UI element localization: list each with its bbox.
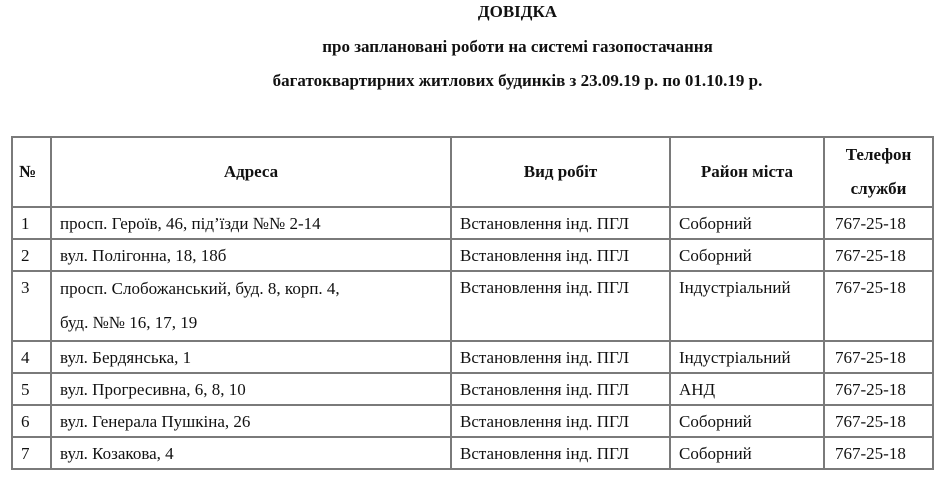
table-header-row xyxy=(12,137,933,207)
cell-work-type: Встановлення інд. ПГЛ xyxy=(451,271,670,341)
table-row xyxy=(12,341,933,373)
header-num: № xyxy=(12,137,51,207)
cell-address xyxy=(51,271,451,341)
cell-num: 5 xyxy=(12,373,51,405)
cell-phone: 767-25-18 xyxy=(824,341,933,373)
cell-work-type: Встановлення інд. ПГЛ xyxy=(451,437,670,469)
cell-work-type: Встановлення інд. ПГЛ xyxy=(451,207,670,239)
document-subtitle-line2: багатоквартирних житлових будинків з 23.09.19 р. по 01.10.19 р. xyxy=(272,71,763,90)
header-work-type: Вид робіт xyxy=(451,137,670,207)
table-row xyxy=(12,239,933,271)
cell-district: Соборний xyxy=(670,239,824,271)
cell-district: Соборний xyxy=(670,437,824,469)
cell-address-line1: просп. Слобожанський, буд. 8, корп. 4, xyxy=(60,279,340,298)
cell-num: 2 xyxy=(12,239,51,271)
cell-address: вул. Бердянська, 1 xyxy=(51,341,451,373)
cell-num: 4 xyxy=(12,341,51,373)
cell-num: 7 xyxy=(12,437,51,469)
cell-address: просп. Героїв, 46, під’їзди №№ 2-14 xyxy=(51,207,451,239)
cell-num: 6 xyxy=(12,405,51,437)
header-district: Район міста xyxy=(670,137,824,207)
cell-district: АНД xyxy=(670,373,824,405)
cell-work-type: Встановлення інд. ПГЛ xyxy=(451,405,670,437)
header-phone-line2: служби xyxy=(850,179,907,198)
cell-district: Індустріальний xyxy=(670,271,824,341)
works-table xyxy=(11,136,934,470)
cell-phone: 767-25-18 xyxy=(824,373,933,405)
cell-district: Індустріальний xyxy=(670,341,824,373)
cell-phone: 767-25-18 xyxy=(824,437,933,469)
cell-address: вул. Полігонна, 18, 18б xyxy=(51,239,451,271)
cell-address: вул. Генерала Пушкіна, 26 xyxy=(51,405,451,437)
cell-num: 3 xyxy=(12,271,51,341)
cell-work-type: Встановлення інд. ПГЛ xyxy=(451,373,670,405)
table-row xyxy=(12,437,933,469)
header-phone xyxy=(824,137,933,207)
cell-work-type: Встановлення інд. ПГЛ xyxy=(451,239,670,271)
cell-address: вул. Козакова, 4 xyxy=(51,437,451,469)
document-subtitle-line1: про заплановані роботи на системі газопостачання xyxy=(322,37,713,56)
cell-work-type: Встановлення інд. ПГЛ xyxy=(451,341,670,373)
header-phone-line1: Телефон xyxy=(845,145,912,164)
cell-district: Соборний xyxy=(670,207,824,239)
header-address: Адреса xyxy=(51,137,451,207)
cell-phone: 767-25-18 xyxy=(824,271,933,341)
cell-address-line2: буд. №№ 16, 17, 19 xyxy=(60,313,198,332)
cell-phone: 767-25-18 xyxy=(824,207,933,239)
cell-district: Соборний xyxy=(670,405,824,437)
cell-phone: 767-25-18 xyxy=(824,239,933,271)
table-row xyxy=(12,405,933,437)
cell-address: вул. Прогресивна, 6, 8, 10 xyxy=(51,373,451,405)
cell-phone: 767-25-18 xyxy=(824,405,933,437)
document-title: ДОВІДКА xyxy=(477,2,558,21)
table-row xyxy=(12,373,933,405)
cell-num: 1 xyxy=(12,207,51,239)
table-row xyxy=(12,271,933,341)
table-row xyxy=(12,207,933,239)
